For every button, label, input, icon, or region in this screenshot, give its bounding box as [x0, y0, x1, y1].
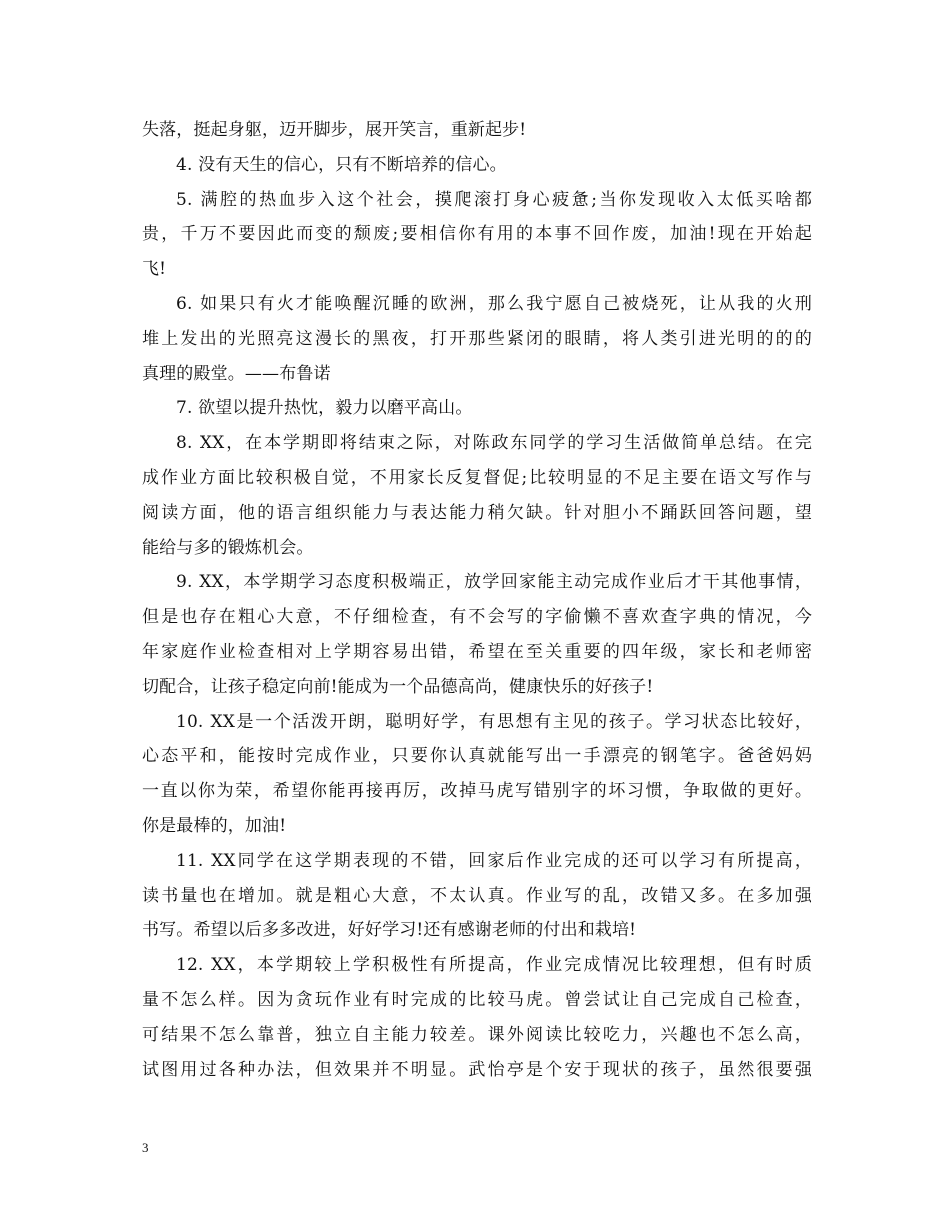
text-line: 能给与多的锻炼机会。	[142, 537, 314, 558]
text-line: 试图用过各种办法，但效果并不明显。武怡亭是个安于现状的孩子，虽然很要强	[142, 1059, 812, 1080]
text-line: 年家庭作业检查相对上学期容易出错，希望在至关重要的四年级，家长和老师密	[142, 641, 812, 662]
text-line: 失落，挺起身躯，迈开脚步，展开笑言，重新起步!	[142, 120, 527, 140]
text-line: 9. XX，本学期学习态度积极端正，放学回家能主动完成作业后才干其他事情，	[176, 572, 812, 593]
text-line: 6. 如果只有火才能唤醒沉睡的欧洲，那么我宁愿自己被烧死，让从我的火刑	[176, 293, 812, 314]
text-line: 5. 满腔的热血步入这个社会，摸爬滚打身心疲惫;当你发现收入太低买啥都	[176, 189, 812, 210]
text-line: 切配合，让孩子稳定向前!能成为一个品德高尚，健康快乐的好孩子!	[142, 676, 654, 697]
page-number: 3	[142, 1140, 149, 1155]
text-line: 但是也存在粗心大意，不仔细检查，有不会写的字偷懒不喜欢查字典的情况，今	[142, 607, 812, 628]
text-line: 你是最棒的，加油!	[142, 815, 287, 836]
text-line: 7. 欲望以提升热忱，毅力以磨平高山。	[176, 398, 473, 419]
text-line: 可结果不怎么靠普，独立自主能力较差。课外阅读比较吃力，兴趣也不怎么高，	[142, 1024, 812, 1045]
text-line: 4. 没有天生的信心，只有不断培养的信心。	[176, 154, 507, 175]
text-line: 书写。希望以后多多改进，好好学习!还有感谢老师的付出和栽培!	[142, 920, 637, 941]
text-line: 飞!	[142, 259, 167, 280]
text-line: 10. XX是一个活泼开朗，聪明好学，有思想有主见的孩子。学习状态比较好，	[176, 711, 812, 732]
text-line: 量不怎么样。因为贪玩作业有时完成的比较马虎。曾尝试让自己完成自己检查，	[142, 989, 812, 1010]
text-line: 贵，千万不要因此而变的颓废;要相信你有用的本事不回作废，加油!现在开始起	[142, 224, 812, 245]
text-line: 阅读方面，他的语言组织能力与表达能力稍欠缺。针对胆小不踊跃回答问题，望	[142, 502, 812, 523]
page-content	[142, 113, 812, 1087]
text-line: 堆上发出的光照亮这漫长的黑夜，打开那些紧闭的眼睛，将人类引进光明的的的	[142, 328, 812, 349]
text-line: 真理的殿堂。——布鲁诺	[142, 363, 331, 384]
text-line: 心态平和，能按时完成作业，只要你认真就能写出一手漂亮的钢笔字。爸爸妈妈	[142, 746, 812, 767]
text-line: 成作业方面比较积极自觉，不用家长反复督促;比较明显的不足主要在语文写作与	[142, 467, 812, 488]
text-line: 读书量也在增加。就是粗心大意，不太认真。作业写的乱，改错又多。在多加强	[142, 885, 812, 906]
text-line: 8. XX，在本学期即将结束之际，对陈政东同学的学习生活做简单总结。在完	[176, 433, 812, 454]
text-line: 11. XX同学在这学期表现的不错，回家后作业完成的还可以学习有所提高，	[176, 850, 812, 871]
text-line: 12. XX，本学期较上学积极性有所提高，作业完成情况比较理想，但有时质	[176, 955, 812, 976]
text-line: 一直以你为荣，希望你能再接再厉，改掉马虎写错别字的坏习惯，争取做的更好。	[142, 781, 812, 802]
